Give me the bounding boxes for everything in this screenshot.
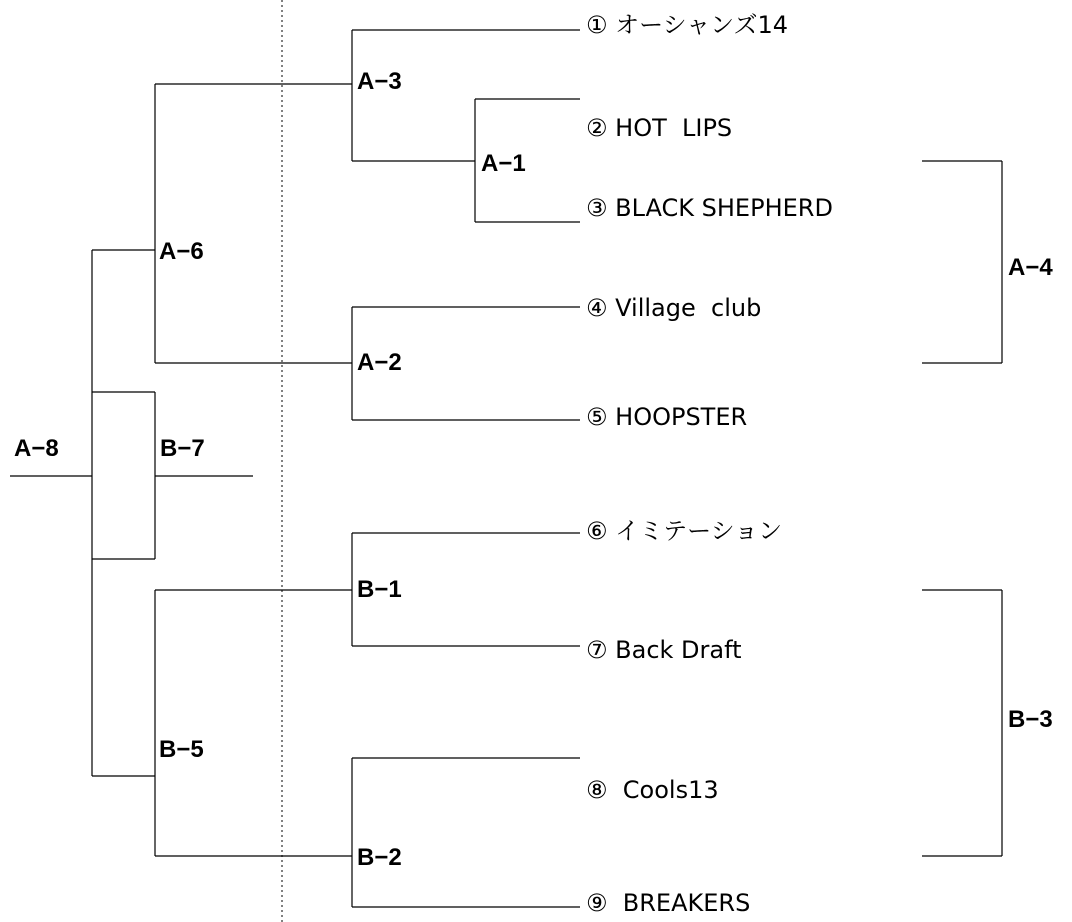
match-label-b7: B−7 <box>160 435 205 462</box>
match-label-a8: A−8 <box>14 435 59 462</box>
match-label-a6: A−6 <box>159 238 204 265</box>
team-name-9: ⑨ BREAKERS <box>586 889 751 917</box>
match-label-b2: B−2 <box>357 844 402 871</box>
team-name-1: ① オーシャンズ14 <box>586 11 789 39</box>
match-label-a4: A−4 <box>1008 254 1053 281</box>
team-name-2: ② HOT LIPS <box>586 114 733 142</box>
match-label-a1: A−1 <box>481 150 526 177</box>
team-name-8: ⑧ Cools13 <box>586 776 719 804</box>
team-name-3: ③ BLACK SHEPHERD <box>586 194 833 222</box>
match-label-b5: B−5 <box>159 736 204 763</box>
match-label-b3: B−3 <box>1008 706 1053 733</box>
team-name-7: ⑦ Back Draft <box>586 636 742 664</box>
match-label-b1: B−1 <box>357 576 402 603</box>
team-name-6: ⑥ イミテーション <box>586 517 783 545</box>
match-label-a2: A−2 <box>357 349 402 376</box>
match-label-a3: A−3 <box>357 68 402 95</box>
team-name-4: ④ Village club <box>586 294 762 322</box>
team-name-5: ⑤ HOOPSTER <box>586 403 748 431</box>
